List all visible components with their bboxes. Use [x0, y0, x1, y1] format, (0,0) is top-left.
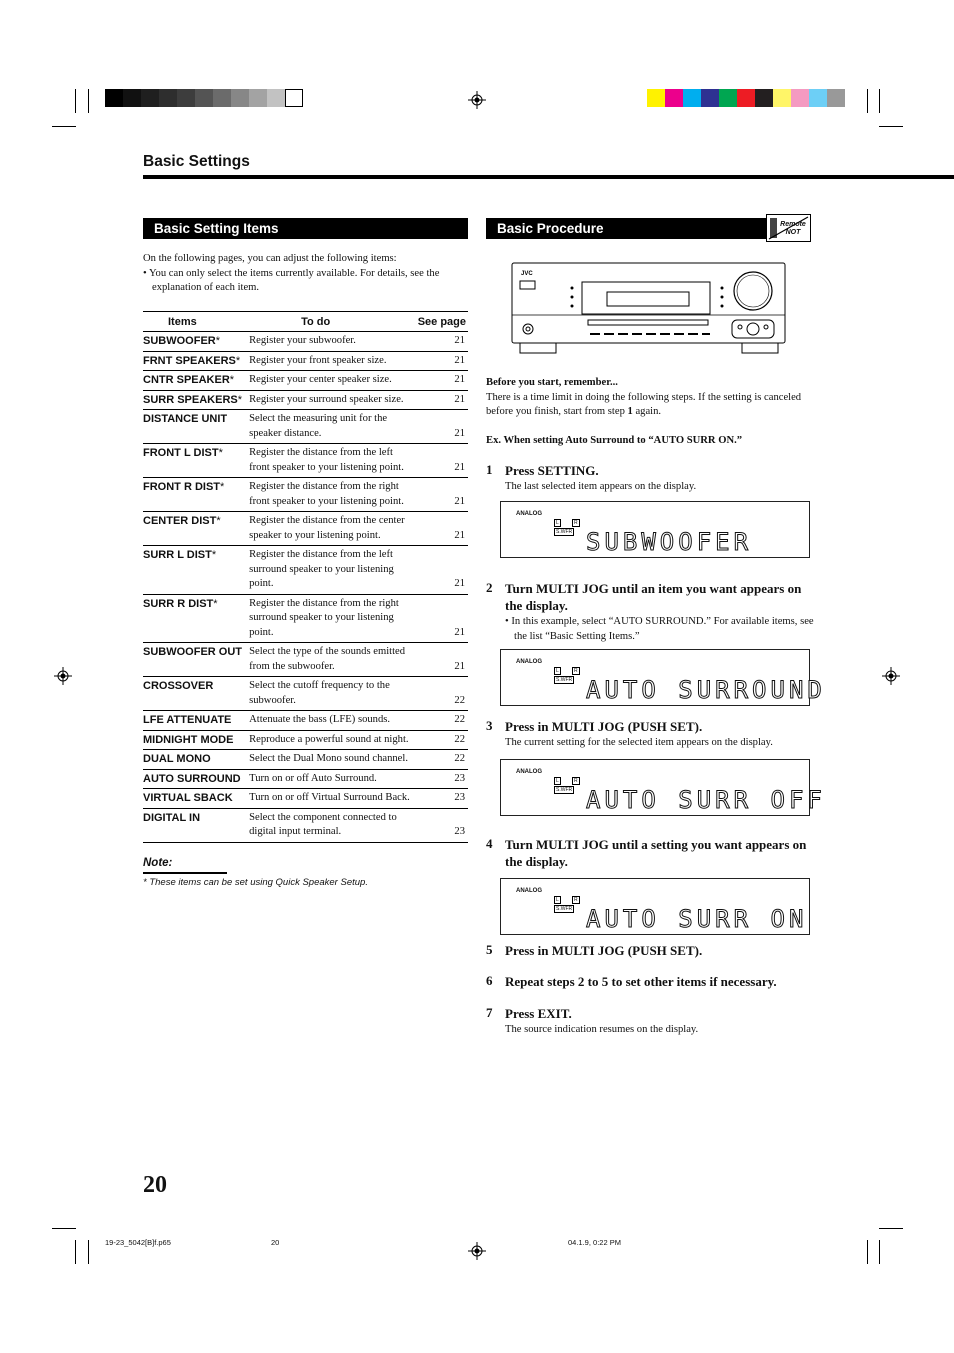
example-line: Ex. When setting Auto Surround to “AUTO SURR ON.” — [486, 435, 743, 446]
table-row — [143, 643, 468, 677]
step-heading: Press in MULTI JOG (PUSH SET). — [505, 943, 703, 958]
item-page: 22 — [416, 730, 468, 750]
item-page: 23 — [416, 769, 468, 789]
crop-mark — [88, 1240, 89, 1264]
item-name: AUTO SURROUND — [143, 769, 249, 789]
item-page: 21 — [416, 390, 468, 410]
note-label: Note: — [143, 857, 173, 869]
display-panel-4 — [500, 878, 810, 935]
step-1 — [486, 462, 816, 495]
step-number: 2 — [486, 580, 493, 595]
swfr-indicator: S.WFR — [556, 787, 573, 793]
item-page: 22 — [416, 711, 468, 731]
column-header-see-page: See page — [416, 312, 468, 332]
item-description: Register the distance from the center speaker to your listening point. — [249, 512, 416, 546]
receiver-illustration — [510, 262, 788, 358]
step-heading: Repeat steps 2 to 5 to set other items if necessary. — [505, 974, 777, 989]
step-number: 5 — [486, 942, 493, 957]
item-description: Attenuate the bass (LFE) sounds. — [249, 711, 416, 731]
asterisk: * — [235, 354, 241, 367]
table-row — [143, 351, 468, 371]
crop-mark — [88, 89, 89, 113]
step-2 — [486, 580, 816, 644]
step-number: 4 — [486, 836, 493, 851]
step-6 — [486, 973, 816, 990]
footer-file: 19-23_5042[B]f.p65 — [105, 1238, 171, 1247]
calibration-swatch — [177, 89, 195, 107]
step-description: The last selected item appears on the display. — [505, 481, 697, 492]
note-text: * These items can be set using Quick Speaker Setup. — [143, 877, 368, 888]
step-number: 7 — [486, 1005, 493, 1020]
intro-text — [143, 252, 468, 296]
item-page: 23 — [416, 789, 468, 809]
note-rule — [143, 872, 227, 874]
swfr-indicator: S.WFR — [556, 529, 573, 535]
item-description: Reproduce a powerful sound at night. — [249, 730, 416, 750]
table-row — [143, 546, 468, 595]
remember-text-a: There is a time limit in doing the following steps. If the setting is canceled before you finish, start from step — [486, 391, 802, 417]
column-header-items: Items — [143, 312, 249, 332]
item-description: Select the component connected to digital input terminal. — [249, 808, 416, 842]
crop-mark — [879, 126, 903, 127]
item-name: FRONT L DIST* — [143, 444, 249, 478]
calibration-swatch — [827, 89, 845, 107]
calibration-swatch — [267, 89, 285, 107]
item-name: MIDNIGHT MODE — [143, 730, 249, 750]
asterisk: * — [229, 374, 235, 386]
remember-text — [486, 391, 806, 420]
column-header-todo: To do — [249, 312, 416, 332]
item-page: 21 — [416, 351, 468, 371]
table-row — [143, 512, 468, 546]
page-header-title: Basic Settings — [143, 153, 250, 170]
item-description: Turn on or off Auto Surround. — [249, 769, 416, 789]
calibration-swatch — [665, 89, 683, 107]
item-page: 21 — [416, 410, 468, 444]
calibration-swatch — [195, 89, 213, 107]
item-description: Select the type of the sounds emitted from the subwoofer. — [249, 643, 416, 677]
registration-target-icon — [468, 91, 486, 109]
item-page: 22 — [416, 677, 468, 711]
item-page: 21 — [416, 332, 468, 352]
item-name: CNTR SPEAKER* — [143, 371, 249, 391]
l-indicator: L — [556, 778, 559, 784]
r-indicator: R — [574, 897, 578, 903]
item-page: 21 — [416, 594, 468, 643]
l-indicator: L — [556, 897, 559, 903]
analog-indicator: ANALOG — [516, 769, 542, 775]
table-row — [143, 594, 468, 643]
item-page: 21 — [416, 371, 468, 391]
item-page: 21 — [416, 546, 468, 595]
item-description: Register your front speaker size. — [249, 351, 416, 371]
asterisk: * — [213, 597, 218, 610]
crop-mark — [879, 1240, 880, 1264]
item-description: Register your subwoofer. — [249, 332, 416, 352]
item-description: Register the distance from the left front speaker to your listening point. — [249, 444, 416, 478]
r-indicator: R — [574, 520, 578, 526]
setting-items-table — [143, 311, 468, 843]
item-description: Register the distance from the left surround speaker to your listening point. — [249, 546, 416, 595]
step-heading: Turn MULTI JOG until a setting you want appears on the display. — [505, 837, 807, 869]
table-row — [143, 332, 468, 352]
table-row — [143, 410, 468, 444]
table-row — [143, 711, 468, 731]
item-description: Select the measuring unit for the speaker distance. — [249, 410, 416, 444]
calibration-swatch — [249, 89, 267, 107]
display-panel-3 — [500, 759, 826, 816]
table-row — [143, 677, 468, 711]
intro-bullet: • You can only select the items currently available. For details, see the explanation of each item. — [143, 267, 440, 293]
item-name: SURR R DIST* — [143, 594, 249, 643]
item-page: 22 — [416, 750, 468, 770]
analog-indicator: ANALOG — [516, 659, 542, 665]
analog-indicator: ANALOG — [516, 511, 542, 517]
calibration-swatch — [285, 89, 303, 107]
item-name: LFE ATTENUATE — [143, 711, 249, 731]
display-panel-1 — [500, 501, 810, 558]
lcd-text: SUBWOOFER — [586, 528, 753, 556]
remember-title: Before you start, remember... — [486, 377, 618, 388]
calibration-swatch — [647, 89, 665, 107]
item-page: 23 — [416, 808, 468, 842]
footer-page: 20 — [271, 1238, 280, 1247]
item-description: Register the distance from the right front speaker to your listening point. — [249, 478, 416, 512]
calibration-swatch — [755, 89, 773, 107]
asterisk: * — [215, 335, 221, 347]
calibration-swatch — [737, 89, 755, 107]
swfr-indicator: S.WFR — [556, 906, 573, 912]
asterisk: * — [218, 447, 223, 459]
swfr-indicator: S.WFR — [556, 677, 573, 683]
lcd-text: AUTO SURR OFF — [586, 786, 826, 814]
crop-mark — [879, 89, 880, 113]
section-title-basic-setting-items: Basic Setting Items — [143, 218, 468, 239]
step-4 — [486, 836, 816, 870]
calibration-swatch — [159, 89, 177, 107]
color-calibration-bar — [647, 89, 845, 107]
item-name: SURR SPEAKERS* — [143, 390, 249, 410]
crop-mark — [867, 1240, 868, 1264]
lcd-text: AUTO SURROUND — [586, 676, 826, 704]
step-heading: Press EXIT. — [505, 1006, 572, 1021]
l-indicator: L — [556, 520, 559, 526]
step-number: 1 — [486, 462, 493, 477]
table-row — [143, 750, 468, 770]
analog-indicator: ANALOG — [516, 888, 542, 894]
before-you-start — [486, 376, 806, 420]
calibration-swatch — [683, 89, 701, 107]
calibration-swatch — [701, 89, 719, 107]
step-heading: Turn MULTI JOG until an item you want appears on the display. — [505, 581, 802, 613]
item-name: VIRTUAL SBACK — [143, 789, 249, 809]
step-description: The source indication resumes on the display. — [505, 1024, 699, 1035]
registration-target-icon — [468, 1242, 486, 1260]
item-name: DIGITAL IN — [143, 808, 249, 842]
table-row — [143, 730, 468, 750]
asterisk: * — [211, 549, 217, 561]
item-name: SUBWOOFER* — [143, 332, 249, 352]
r-indicator: R — [574, 668, 578, 674]
step-number: 3 — [486, 718, 493, 733]
calibration-swatch — [773, 89, 791, 107]
remember-text-b: again. — [632, 406, 662, 417]
item-page: 21 — [416, 478, 468, 512]
registration-target-icon — [54, 667, 72, 685]
lcd-text: AUTO SURR ON — [586, 905, 808, 933]
item-name: FRNT SPEAKERS* — [143, 351, 249, 371]
item-description: Register the distance from the right surround speaker to your listening point. — [249, 594, 416, 643]
step-description: • In this example, select “AUTO SURROUND.” For available items, see the list “Basic Setting Items.” — [505, 616, 814, 642]
remember-step-ref: 1 — [627, 406, 633, 417]
item-description: Register your surround speaker size. — [249, 390, 416, 410]
calibration-swatch — [213, 89, 231, 107]
step-heading: Press SETTING. — [505, 463, 599, 478]
step-heading: Press in MULTI JOG (PUSH SET). — [505, 719, 703, 734]
calibration-swatch — [809, 89, 827, 107]
item-description: Select the Dual Mono sound channel. — [249, 750, 416, 770]
header-rule — [143, 175, 954, 179]
item-name: SURR L DIST* — [143, 546, 249, 595]
calibration-swatch — [123, 89, 141, 107]
step-description: The current setting for the selected item appears on the display. — [505, 737, 773, 748]
item-name: CENTER DIST* — [143, 512, 249, 546]
item-description: Register your center speaker size. — [249, 371, 416, 391]
intro-line: On the following pages, you can adjust the following items: — [143, 253, 397, 264]
gray-calibration-bar — [105, 89, 303, 107]
calibration-swatch — [231, 89, 249, 107]
r-indicator: R — [574, 778, 578, 784]
crop-mark — [879, 1228, 903, 1229]
table-row — [143, 769, 468, 789]
table-row — [143, 390, 468, 410]
item-page: 21 — [416, 643, 468, 677]
calibration-swatch — [791, 89, 809, 107]
asterisk: * — [220, 481, 225, 493]
table-row — [143, 478, 468, 512]
item-page: 21 — [416, 512, 468, 546]
crop-mark — [52, 1228, 76, 1229]
table-row — [143, 789, 468, 809]
item-name: DUAL MONO — [143, 750, 249, 770]
item-description: Turn on or off Virtual Surround Back. — [249, 789, 416, 809]
table-row — [143, 444, 468, 478]
item-name: SUBWOOFER OUT — [143, 643, 249, 677]
item-page: 21 — [416, 444, 468, 478]
item-name: CROSSOVER — [143, 677, 249, 711]
l-indicator: L — [556, 668, 559, 674]
asterisk: * — [216, 515, 221, 527]
page-number: 20 — [143, 1172, 167, 1198]
footer-date: 04.1.9, 0:22 PM — [568, 1238, 621, 1247]
crop-mark — [75, 89, 76, 113]
item-name: DISTANCE UNIT — [143, 410, 249, 444]
calibration-swatch — [105, 89, 123, 107]
calibration-swatch — [141, 89, 159, 107]
step-number: 6 — [486, 973, 493, 988]
crop-mark — [52, 126, 76, 127]
crop-mark — [75, 1240, 76, 1264]
receiver-brand-label: JVC — [521, 271, 533, 277]
table-row — [143, 371, 468, 391]
step-3 — [486, 718, 816, 751]
item-description: Select the cutoff frequency to the subwoofer. — [249, 677, 416, 711]
calibration-swatch — [719, 89, 737, 107]
section-title-basic-procedure: Basic Procedure — [486, 218, 786, 239]
table-row — [143, 808, 468, 842]
crop-mark — [867, 89, 868, 113]
registration-target-icon — [882, 667, 900, 685]
remote-not-label: Remote NOT — [780, 221, 806, 236]
remote-not-icon — [766, 214, 811, 242]
item-name: FRONT R DIST* — [143, 478, 249, 512]
asterisk: * — [237, 393, 243, 406]
step-5 — [486, 942, 816, 959]
display-panel-2 — [500, 649, 826, 706]
step-7 — [486, 1005, 816, 1038]
